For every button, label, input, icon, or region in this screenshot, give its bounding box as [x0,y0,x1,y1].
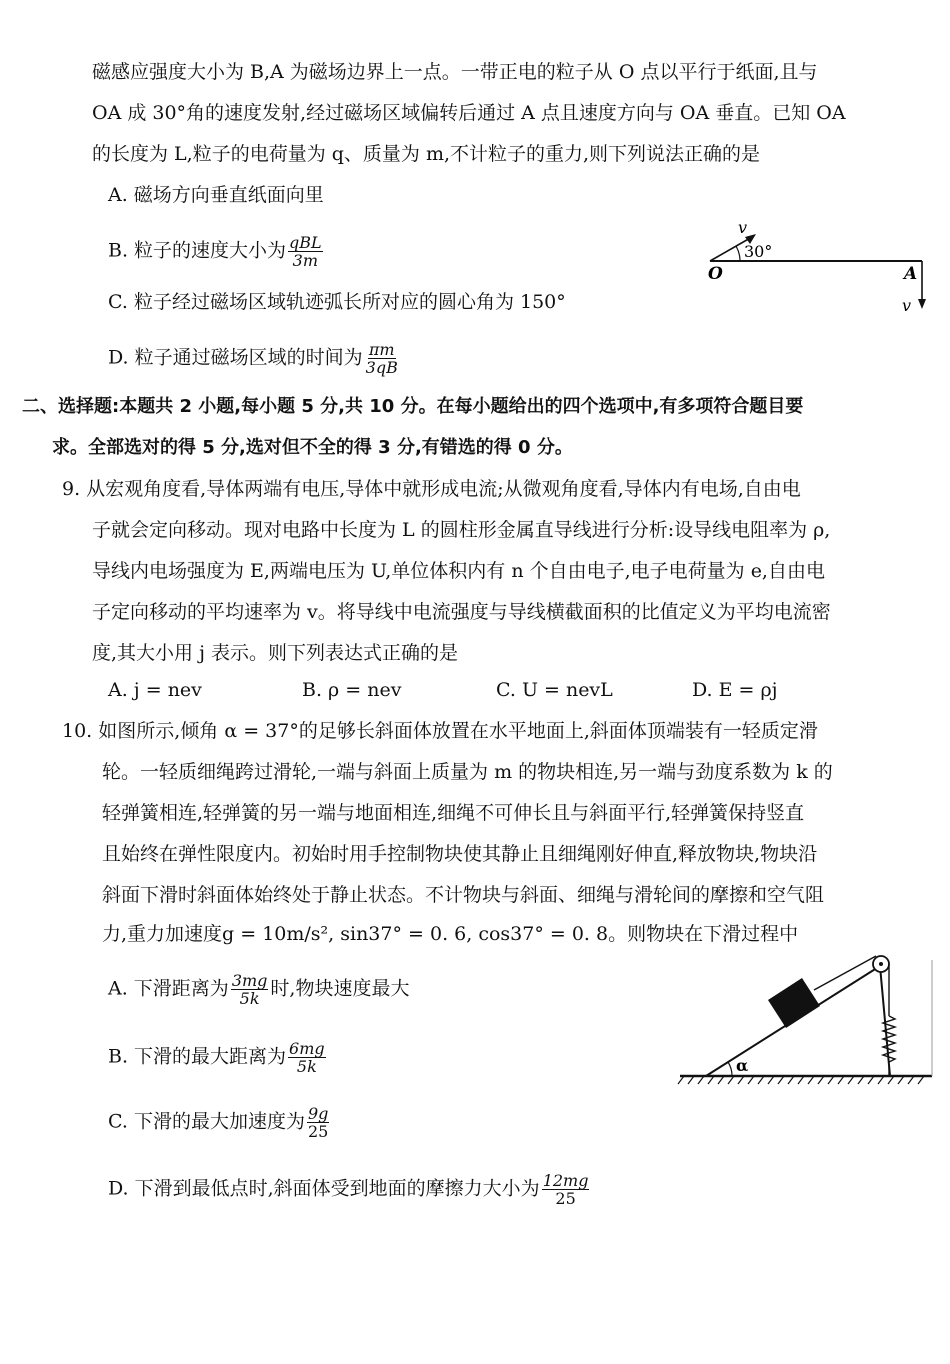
q10-option-c [108,1105,331,1140]
fraction-denominator: 3m [292,251,319,270]
q10-option-b-text: B. 下滑的最大距离为 [108,1045,287,1068]
mass-block [768,978,820,1028]
arrowhead-down-icon [918,299,926,309]
q9-stem-line3: 导线内电场强度为 E,两端电压为 U,单位体积内有 n 个自由电子,电子电荷量为 e,自由电 [92,560,825,582]
q9-option-d: D. E = ρj [692,679,778,701]
pulley-axle [879,962,883,966]
fraction-numerator: 9g [307,1104,329,1123]
fraction-denominator: 5k [239,989,260,1008]
fraction-denominator: 3qB [365,358,398,377]
q10-option-a-suffix: 时,物块速度最大 [270,977,410,1000]
q10-stem-line2: 轮。一轻质细绳跨过滑轮,一端与斜面上质量为 m 的物块相连,另一端与劲度系数为 k 的 [102,761,833,783]
q8-magnetic-field-figure [700,215,940,315]
fraction-numerator: 3mg [231,971,268,990]
q10-stem-line3: 轻弹簧相连,轻弹簧的另一端与地面相连,细绳不可伸长且与斜面平行,轻弹簧保持竖直 [102,802,805,824]
q10-option-b-fraction [288,1040,326,1075]
q10-stem-line5: 斜面下滑时斜面体始终处于静止状态。不计物块与斜面、细绳与滑轮间的摩擦和空气阻 [102,884,825,906]
q8-option-b [108,234,325,269]
q10-option-d-text: D. 下滑到最低点时,斜面体受到地面的摩擦力大小为 [108,1177,540,1200]
q10-option-a-text: A. 下滑距离为 [108,977,229,1000]
q10-option-d [108,1172,591,1207]
q10-option-c-text: C. 下滑的最大加速度为 [108,1110,305,1133]
q8-stem-line1: 磁感应强度大小为 B,A 为磁场边界上一点。一带正电的粒子从 O 点以平行于纸面,且与 [92,61,818,83]
alpha-arc [728,1062,732,1076]
angle-arc [736,246,740,261]
section2-instructions-line2: 求。全部选对的得 5 分,选对但不全的得 3 分,有错选的得 0 分。 [52,437,573,458]
q8-stem-line3: 的长度为 L,粒子的电荷量为 q、质量为 m,不计粒子的重力,则下列说法正确的是 [92,143,761,165]
fraction-numerator: 6mg [289,1039,325,1058]
q8-stem-line2: OA 成 30°角的速度发射,经过磁场区域偏转后通过 A 点且速度方向与 OA 垂直。已知 OA [92,102,846,124]
fraction-numerator: qBL [289,233,322,252]
section2-instructions-line1: 二、选择题:本题共 2 小题,每小题 5 分,共 10 分。在每小题给出的四个选项中,有多项符合题目要 [22,396,804,417]
q10-stem-line6: 力,重力加速度g = 10m/s², sin37° = 0. 6, cos37° = 0. 8。则物块在下滑过程中 [102,923,799,945]
fraction-denominator: 25 [307,1122,329,1141]
q10-stem-line4: 且始终在弹性限度内。初始时用手控制物块使其静止且细绳刚好伸直,释放物块,物块沿 [102,843,818,865]
q8-option-a: A. 磁场方向垂直纸面向里 [108,184,324,206]
label-30deg: 30° [744,242,773,261]
label-v-o: v [738,218,748,237]
q9-stem-line2: 子就会定向移动。现对电路中长度为 L 的圆柱形金属直导线进行分析:设导线电阻率为 ρ, [92,519,831,541]
q10-stem-line1: 10. 如图所示,倾角 α = 37°的足够长斜面体放置在水平地面上,斜面体顶端装有一轻质定滑 [62,720,818,742]
q10-option-d-fraction [542,1172,590,1207]
q9-option-c: C. U = nevL [496,679,613,701]
fraction-numerator: 12mg [542,1171,589,1190]
q8-option-d-fraction [365,341,399,376]
label-v-a: v [902,296,912,315]
fraction-numerator: πm [368,340,395,359]
q9-stem-line1: 9. 从宏观角度看,导体两端有电压,导体中就形成电流;从微观角度看,导体内有电场,自由电 [62,478,801,500]
q8-option-d-text: D. 粒子通过磁场区域的时间为 [108,346,363,369]
q10-option-a [108,972,409,1007]
q10-option-c-fraction [307,1105,329,1140]
label-a: A [904,264,918,284]
fraction-denominator: 25 [555,1189,576,1208]
q8-option-d [108,341,401,376]
q9-stem-line4: 子定向移动的平均速率为 v。将导线中电流强度与导线横截面积的比值定义为平均电流密 [92,601,831,623]
q9-stem-line5: 度,其大小用 j 表示。则下列表达式正确的是 [92,642,459,664]
label-alpha: α [736,1056,749,1075]
q8-option-c: C. 粒子经过磁场区域轨迹弧长所对应的圆心角为 150° [108,291,566,313]
fraction-denominator: 5k [296,1057,317,1076]
q10-option-a-fraction [231,972,269,1007]
q10-incline-figure [676,952,940,1087]
label-o: O [708,264,723,284]
q8-option-b-text: B. 粒子的速度大小为 [108,239,287,262]
q9-option-a: A. j = nev [108,679,202,701]
rope-incline [814,956,876,990]
q8-option-b-fraction [288,234,323,269]
q9-option-b: B. ρ = nev [302,679,402,701]
q10-option-b [108,1040,328,1075]
